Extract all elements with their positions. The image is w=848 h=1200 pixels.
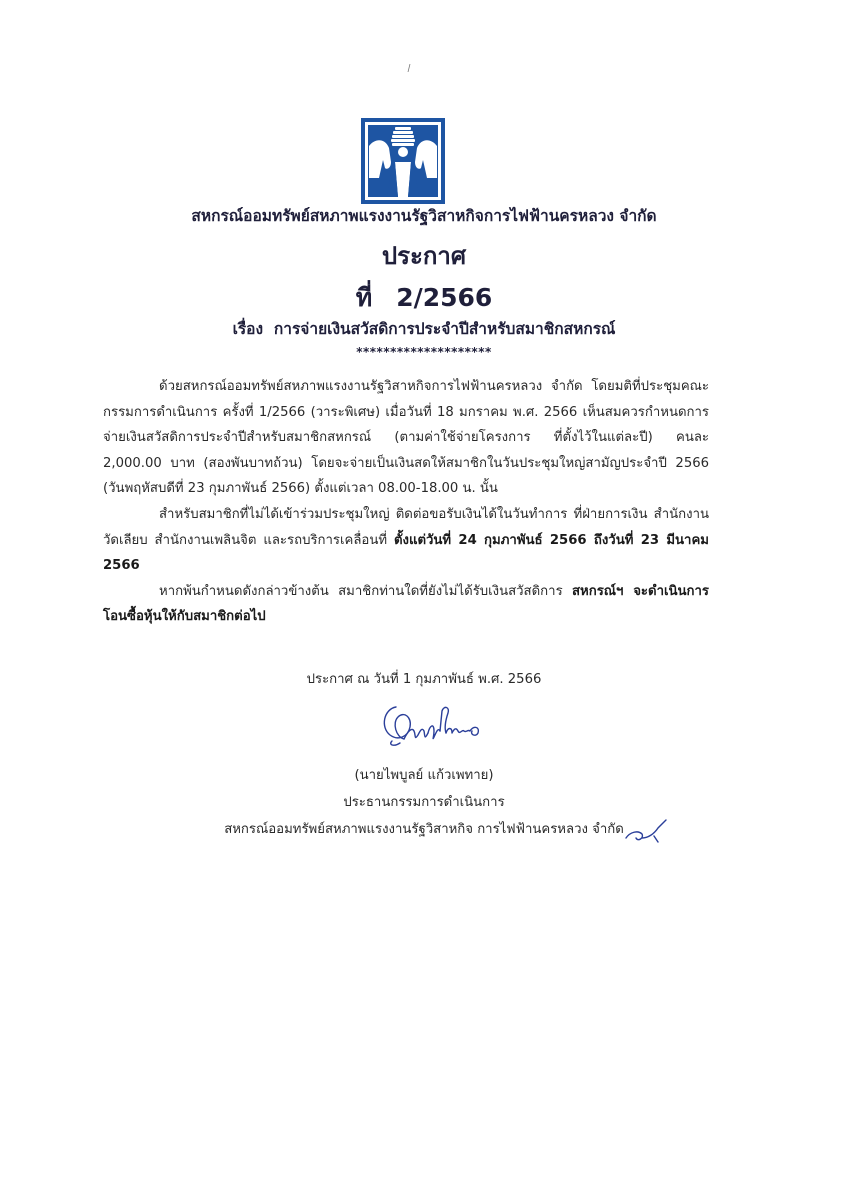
paragraph-3-bold: สหกรณ์ฯ จะดำเนินการโอนซื้อหุ้นให้กับสมาชิกต่อไป [103, 583, 709, 625]
signer-name: (นายไพบูลย์ แก้วเพทาย) [354, 768, 494, 783]
signature-image [374, 697, 494, 753]
announcement-heading: ประกาศ [381, 242, 467, 270]
stray-pen-mark [407, 64, 411, 72]
paragraph-3-text: หากพ้นกำหนดดังกล่าวข้างต้น สมาชิกท่านใดที่ยังไม่ได้รับเงินสวัสดิการ [159, 583, 572, 599]
subject-line [0, 316, 848, 341]
announcement-date: ประกาศ ณ วันที่ 1 กุมภาพันธ์ พ.ศ. 2566 [306, 672, 542, 687]
announcement-number [0, 278, 848, 318]
signer-organization: สหกรณ์ออมทรัพย์สหภาพแรงงานรัฐวิสาหกิจ การไฟฟ้านครหลวง จำกัด [224, 822, 624, 837]
number-value: 2/2566 [396, 283, 493, 312]
signer-title: ประธานกรรมการดำเนินการ [343, 795, 505, 810]
organization-title: สหกรณ์ออมทรัพย์สหภาพแรงงานรัฐวิสาหกิจการไฟฟ้านครหลวง จำกัด [191, 207, 657, 225]
announcement-body [103, 374, 709, 630]
paragraph-3 [103, 579, 709, 630]
paragraph-2-text: สำหรับสมาชิกที่ไม่ได้เข้าร่วมประชุมใหญ่ ติดต่อขอรับเงินได้ในวันทำการ ที่ฝ่ายการเงิน สำนักงานวัดเลียบ สำนักงานเพลินจิต และรถบริการเคลื่อนที่ [103, 506, 709, 548]
paragraph-2 [103, 502, 709, 579]
paragraph-2-bold: ตั้งแต่วันที่ 24 กุมภาพันธ์ 2566 ถึงวันที่ 23 มีนาคม 2566 [103, 532, 709, 574]
subject-text: การจ่ายเงินสวัสดิการประจำปีสำหรับสมาชิกสหกรณ์ [273, 320, 616, 338]
subject-label: เรื่อง [232, 320, 264, 338]
separator-stars: ******************** [356, 345, 492, 359]
initial-mark [624, 808, 674, 848]
cooperative-logo-icon [361, 118, 445, 204]
paragraph-1: ด้วยสหกรณ์ออมทรัพย์สหภาพแรงงานรัฐวิสาหกิจการไฟฟ้านครหลวง จำกัด โดยมติที่ประชุมคณะกรรมการดำเนินการ ครั้งที่ 1/2566 (วาระพิเศษ) เมื่อวันที่ 18 มกราคม พ.ศ. 2566 เห็นสมควรกำหนดการจ่ายเงินสวัสดิการประจำปีสำหรับสมาชิกสหกรณ์ (ตามค่าใช้จ่ายโครงการ ที่ตั้งไว้ในแต่ละปี) คนละ 2,000.00 บาท (สองพันบาทถ้วน) โดยจะจ่ายเป็นเงินสดให้สมาชิกในวันประชุมใหญ่สามัญประจำปี 2566 (วันพฤหัสบดีที่ 23 กุมภาพันธ์ 2566) ตั้งแต่เวลา 08.00-18.00 น. นั้น [103, 379, 709, 497]
number-label: ที่ [355, 283, 373, 312]
